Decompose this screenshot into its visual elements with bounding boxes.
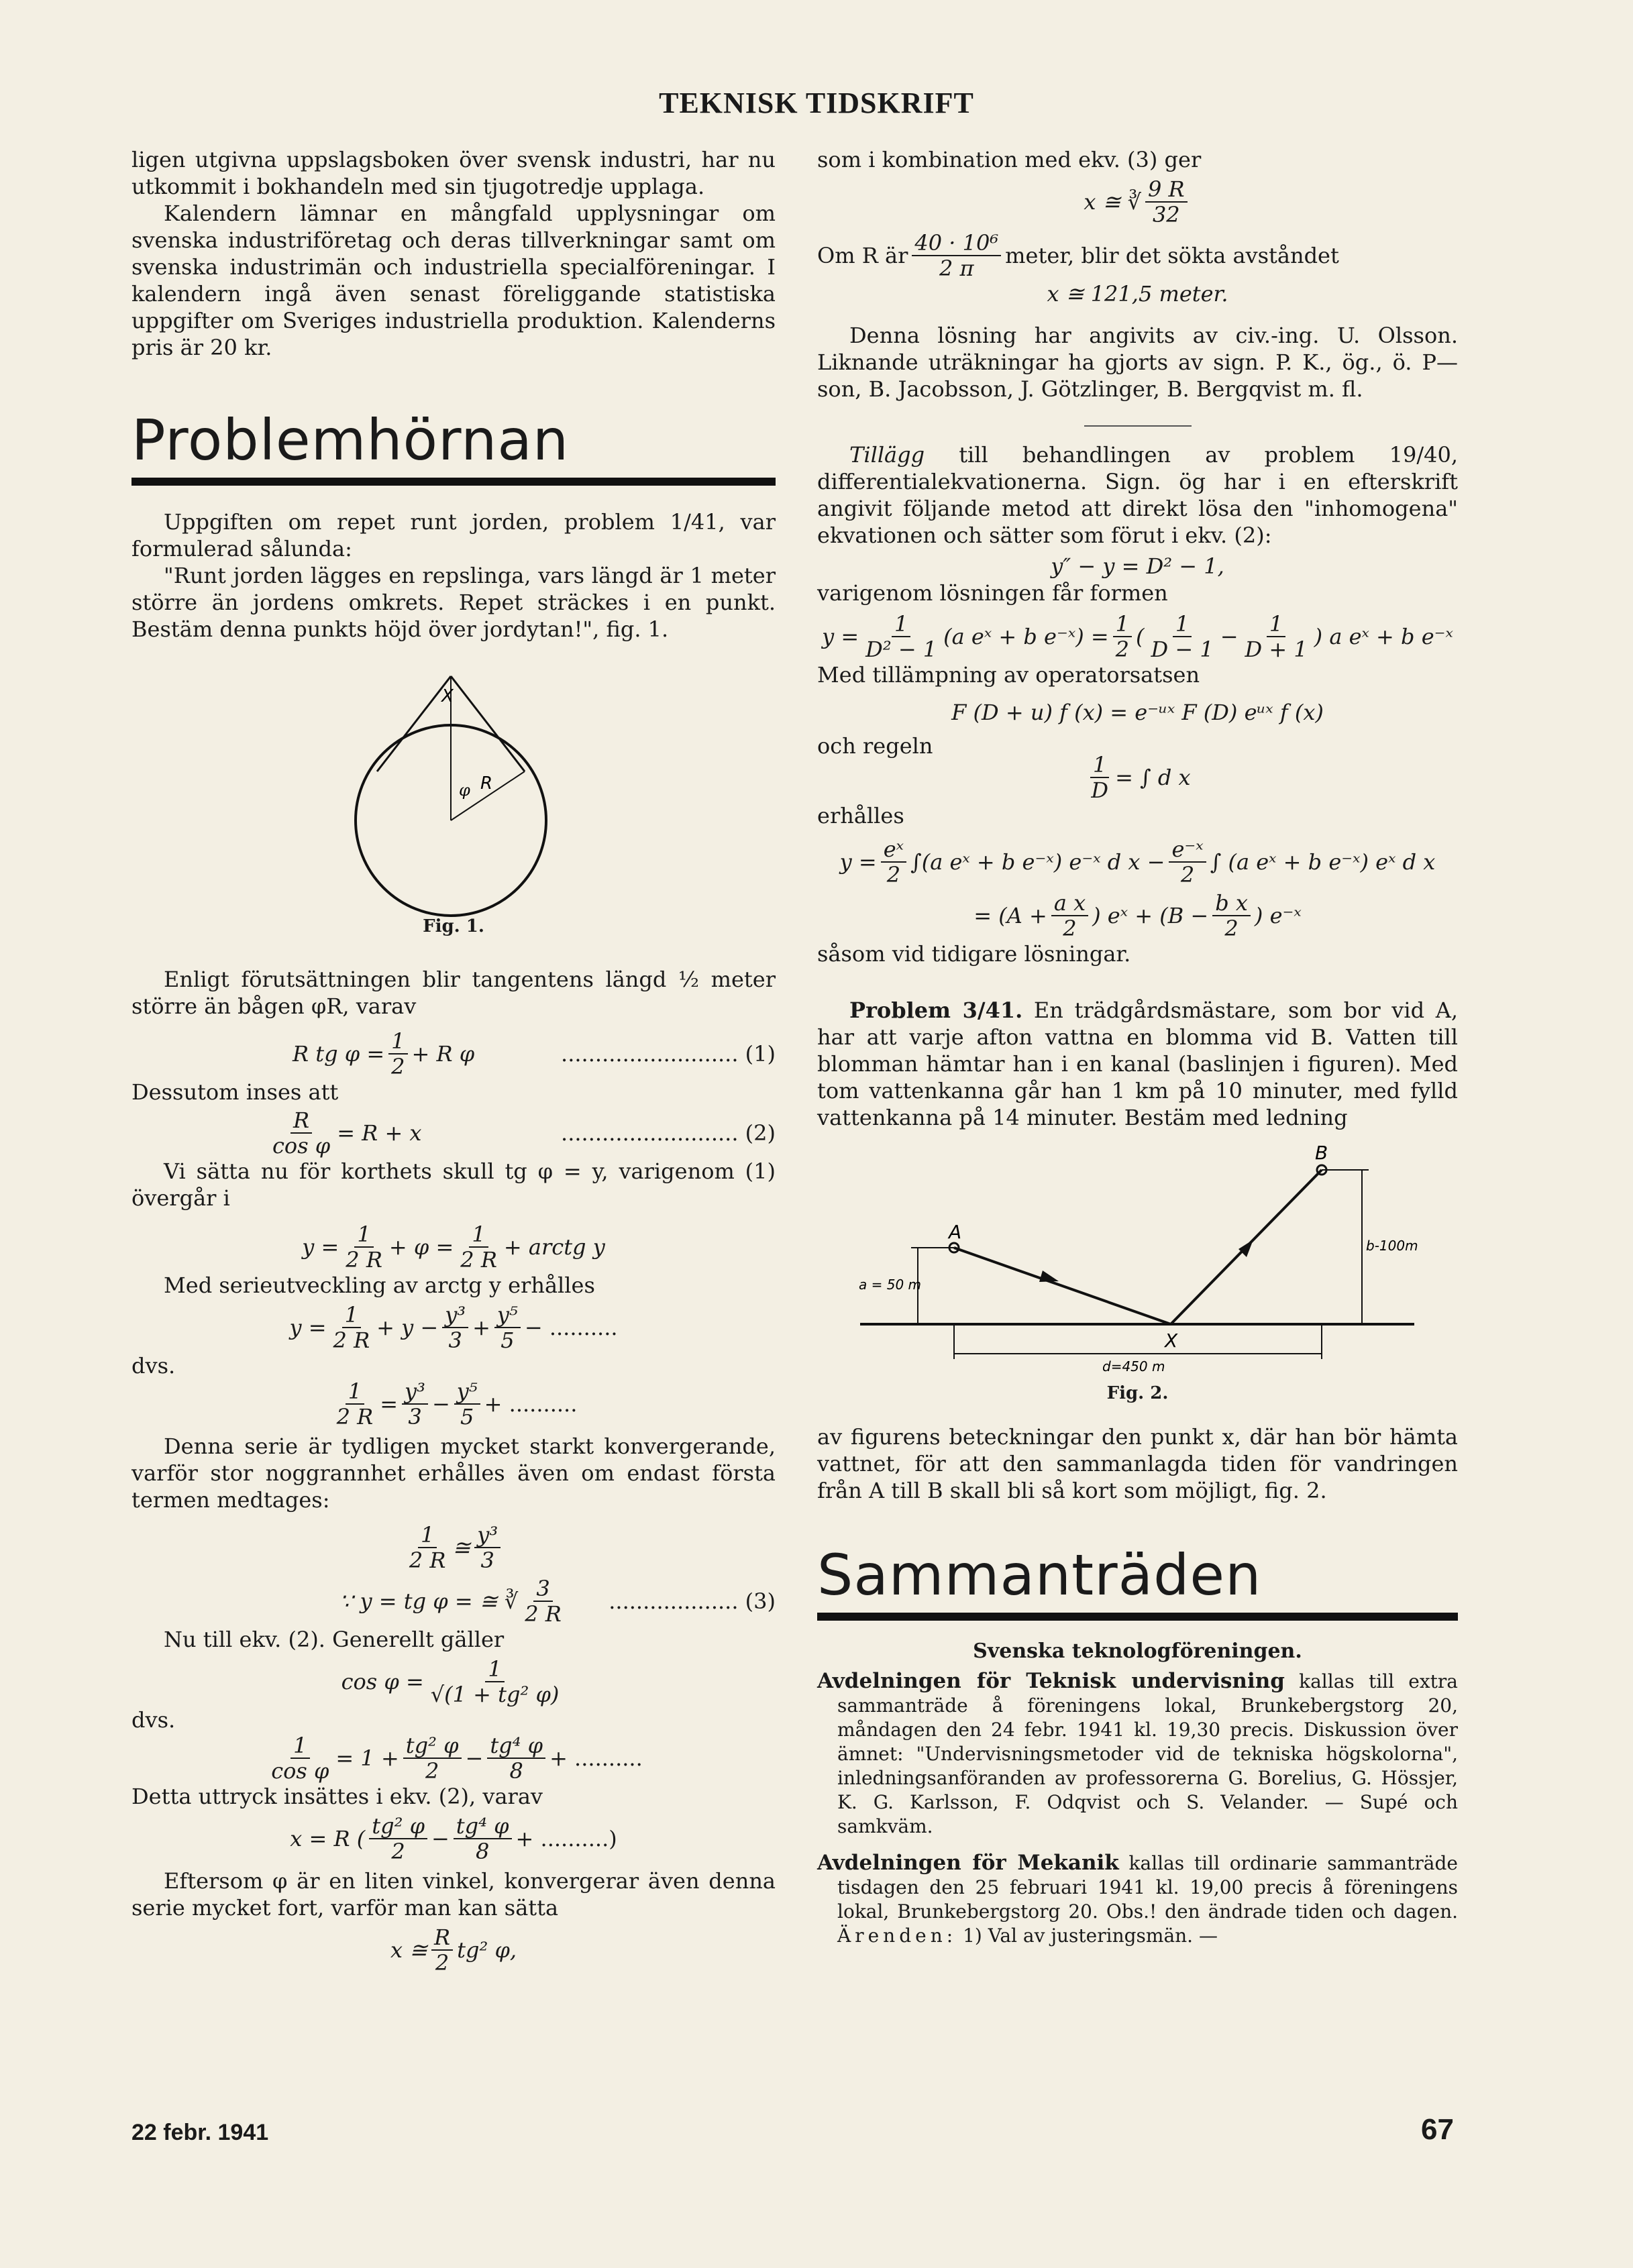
- meeting-1-title: Avdelningen för Teknisk undervisning: [817, 1669, 1285, 1693]
- right-column: [817, 146, 1458, 1948]
- paragraph-regeln: och regeln: [817, 733, 933, 759]
- equation-secant: $\frac{1}{\text{cos φ}}$ = 1 + $\frac{\text{tg² φ}}{2}$ − $\frac{\text{tg⁴ φ}}{8}$ + ..........: [271, 1733, 643, 1784]
- equation-1: R tg φ = $\frac{1}{2}$ + R φ .......................... (1): [293, 1028, 776, 1079]
- paragraph-kombination: som i kombination med ekv. (3) ger: [817, 147, 1202, 172]
- problem-intro: Uppgiften om repet runt jorden, problem 1/41, var formulerad sålunda:: [131, 509, 776, 561]
- meetings-list: [817, 1639, 1458, 1948]
- paragraph-operatorsatsen: Med tillämpning av operatorsatsen: [817, 662, 1200, 688]
- meeting-2-text: kallas till ordinarie sammanträde tisdagen den 25 februari 1941 kl. 19,00 precis å föreningens lokal, Brunkebergstorg 20. Obs.! den ändrade tiden och dagen.: [837, 1852, 1458, 1923]
- paragraph-generellt: Nu till ekv. (2). Generellt gäller: [164, 1627, 505, 1652]
- footer-date: 22 febr. 1941: [131, 2120, 269, 2145]
- result-distance: x ≅ 121,5 meter.: [1047, 281, 1228, 307]
- paragraph-problem-3-41: [817, 997, 1458, 1131]
- paragraph-varigenom: varigenom lösningen får formen: [817, 580, 1168, 606]
- paragraph-serieutveckling: Med serieutveckling av arctg y erhålles: [164, 1273, 595, 1298]
- meeting-2-arenden: Ärenden:: [837, 1925, 957, 1947]
- figure-1-caption: Fig. 1.: [423, 916, 484, 936]
- meeting-2-end: 1) Val av justeringsmän. —: [963, 1925, 1218, 1947]
- paragraph-insattes: Detta uttryck insättes i ekv. (2), varav: [131, 1784, 543, 1809]
- paragraph-erhalles: erhålles: [817, 803, 904, 828]
- equation-1-number: (1): [745, 1041, 776, 1067]
- equation-cuberoot: x ≅ ∛ $\frac{9 R}{32}$: [817, 177, 1458, 227]
- organisation-name: Svenska teknologföreningen.: [973, 1639, 1302, 1663]
- fig1-phi-label: φ: [459, 781, 470, 800]
- equation-approx: $\frac{1}{2 R}$ ≅ $\frac{\text{y³}}{3}$: [131, 1523, 776, 1572]
- paragraph-tidigare: såsom vid tidigare lösningar.: [817, 941, 1131, 967]
- tillagg-label: Tillägg: [849, 442, 925, 468]
- paragraph-konvergerande: Denna serie är tydligen mycket starkt konvergerande, varför stor noggrannhet erhålles även om endast första termen medtages:: [131, 1434, 776, 1513]
- equation-radius: Om R är $\frac{\text{40 · 10⁶}}{2 \pi}$ meter, blir det sökta avståndet: [817, 230, 1339, 281]
- figure-2-drawing: [817, 1138, 1458, 1379]
- problem-quote: "Runt jorden lägges en repslinga, vars längd är 1 meter större än jordens omkrets. Repet sträckes i en punkt. Bestäm denna punkts höjd över jordytan!", fig. 1.: [131, 563, 776, 642]
- fig2-x-point: X: [1165, 1330, 1178, 1352]
- intro-paragraph-1: ligen utgivna uppslagsboken över svensk industri, har nu utkommit i bokhandeln med sin tjugotredje upplaga.: [131, 147, 776, 199]
- section-heading-sammantraden: Sammanträden: [817, 1542, 1262, 1608]
- masthead: TEKNISK TIDSKRIFT: [659, 87, 974, 119]
- paragraph-dvs-1: dvs.: [131, 1353, 176, 1379]
- meetings-section-header: [817, 1543, 1458, 1621]
- paragraph-dvs-2: dvs.: [131, 1707, 176, 1733]
- meeting-1-text: kallas till extra sammanträde å föreningens lokal, Brunkebergstorg 20, måndagen den 24 febr. 1941 kl. 19,30 precis. Diskussion över ämnet: "Undervisningsmetoder vid de tekniska högskolorna", inledningsanföranden av professorerna G. Borelius, G. Hössjer, K. G. Karlsson, F. Odqvist och S. Velander. — Supé och samkväm.: [837, 1670, 1458, 1837]
- meeting-mekanik: [817, 1851, 1458, 1948]
- figure-1-drawing: [131, 649, 776, 918]
- paragraph-figur: av figurens beteckningar den punkt x, där han bör hämta vattnet, för att den sammanlagda tiden för vandringen från A till B skall bli så kort som möjligt, fig. 2.: [817, 1424, 1458, 1503]
- equation-2-number: (2): [745, 1120, 776, 1146]
- equation-3-number: (3): [745, 1588, 776, 1614]
- fig2-b-distance: b-100m: [1366, 1238, 1418, 1254]
- paragraph-korthet: Vi sätta nu för korthets skull tg φ = y, varigenom (1) övergår i: [131, 1158, 776, 1211]
- equation-final-x: x ≅ $\frac{R}{2}$ tg² φ,: [390, 1925, 517, 1976]
- fig1-x-label: X: [441, 686, 454, 706]
- meter-text: meter, blir det sökta avståndet: [1005, 243, 1339, 268]
- paragraph-eftersom: Eftersom φ är en liten vinkel, konvergerar även denna serie mycket fort, varför man kan sätta: [131, 1868, 776, 1921]
- figure-1: [131, 649, 776, 938]
- fig1-r-label: R: [480, 773, 493, 794]
- figure-2-caption: Fig. 2.: [1106, 1383, 1169, 1403]
- om-r-text: Om R är: [817, 243, 908, 268]
- meeting-2-title: Avdelningen för Mekanik: [817, 1851, 1119, 1875]
- equation-diffeq: y″ − y = D² − 1,: [1051, 553, 1224, 579]
- left-column: [131, 146, 776, 1975]
- paragraph-losning: Denna lösning har angivits av civ.-ing. U. Olsson. Liknande uträkningar ha gjorts av sign. P. K., ög., ö. P—son, B. Jacobsson, J. Götzlinger, B. Bergqvist m. fl.: [817, 323, 1458, 402]
- equation-series: y = $\frac{1}{2 R}$ + y − $\frac{\text{y³}}{3}$ + $\frac{\text{y⁵}}{5}$ − ..........: [289, 1302, 618, 1353]
- heading-rule: [131, 478, 776, 486]
- intro-paragraph-2: Kalendern lämnar en mångfald upplysningar om svenska industriföretag och deras tillverkningar samt om svenska industrimän och industriella specialföreningar. I kalendern ingå även senast föreliggande statistiska uppgifter om Sveriges industriella produktion. Kalenderns pris är 20 kr.: [131, 201, 776, 360]
- fig2-b-point: B: [1315, 1142, 1328, 1164]
- equation-operator: F (D + u) f (x) = e⁻ᵘˣ F (D) eᵘˣ f (x): [951, 700, 1324, 725]
- equation-solution: y = $\frac{1}{\text{D² − 1}}$ (a eˣ + b e⁻ˣ) = $\frac{1}{2}$ ( $\frac{1}{D - 1}$ − $\frac{1}{D + 1}$ ) a eˣ + b e⁻ˣ: [822, 611, 1453, 662]
- section-heading-problemhornan: Problemhörnan: [131, 407, 570, 473]
- paragraph-dessutom: Dessutom inses att: [131, 1079, 339, 1105]
- figure-2: [817, 1138, 1458, 1406]
- fig2-d-distance: d=450 m: [1102, 1358, 1165, 1374]
- equation-integral: y = $\frac{\text{eˣ}}{2}$ ∫(a eˣ + b e⁻ˣ) e⁻ˣ d x − $\frac{\text{e⁻ˣ}}{2}$ ∫ (a eˣ + b e⁻ˣ) eˣ d x: [839, 836, 1436, 887]
- meeting-teknisk-undervisning: [817, 1669, 1458, 1839]
- equation-cos: cos φ = $\frac{1}{\text{√(1 + tg² φ)}}$: [341, 1656, 560, 1707]
- equation-2: $\frac{R}{\text{cos φ}}$ = R + x .......................... (2): [272, 1108, 776, 1158]
- equation-integral-result: = (A + $\frac{\text{a x}}{2}$ ) eˣ + (B − $\frac{\text{b x}}{2}$ ) e⁻ˣ: [973, 890, 1302, 941]
- problem-3-41-text: En trädgårdsmästare, som bor vid A, har att varje afton vattna en blomma vid B. Vatten till blomman hämtar han i en kanal (baslinjen i figuren). Med tom vattenkanna går han 1 km på 10 minuter, med fylld vattenkanna på 14 minuter. Bestäm med ledning: [817, 997, 1458, 1130]
- tillagg-text: till behandlingen av problem 19/40, differentialekvationerna. Sign. ög har i en efterskrift angivit följande metod att direkt lösa den "inhomogena" ekvationen och sätter som förut i ekv. (2):: [817, 442, 1459, 548]
- paragraph-tillagg: [817, 441, 1458, 549]
- heading-rule-2: [817, 1613, 1458, 1621]
- equation-rule: $\frac{1}{D}$ = ∫ d x: [1091, 752, 1191, 803]
- equation-x: x = R ( $\frac{\text{tg² φ}}{2}$ − $\frac{\text{tg⁴ φ}}{8}$ + ..........): [290, 1813, 617, 1864]
- fig2-a-point: A: [949, 1221, 962, 1243]
- problem-section-header: [131, 408, 776, 486]
- problem-3-41-label: Problem 3/41.: [849, 997, 1023, 1023]
- equation-y: y = $\frac{1}{2 R}$ + φ = $\frac{1}{2 R}$ + arctg y: [302, 1222, 605, 1273]
- equation-series-2: $\frac{1}{2 R}$ = $\frac{\text{y³}}{3}$ − $\frac{\text{y⁵}}{5}$ + ..........: [336, 1379, 578, 1429]
- fig2-a-distance: a = 50 m: [859, 1277, 922, 1293]
- page-number: 67: [1421, 2113, 1454, 2146]
- separator: [1084, 425, 1192, 427]
- equation-3: ∵ y = tg φ = ≅ ∛ $\frac{3}{2 R}$ ................... (3): [339, 1576, 776, 1627]
- paragraph-tangent: Enligt förutsättningen blir tangentens längd ½ meter större än bågen φR, varav: [131, 967, 776, 1019]
